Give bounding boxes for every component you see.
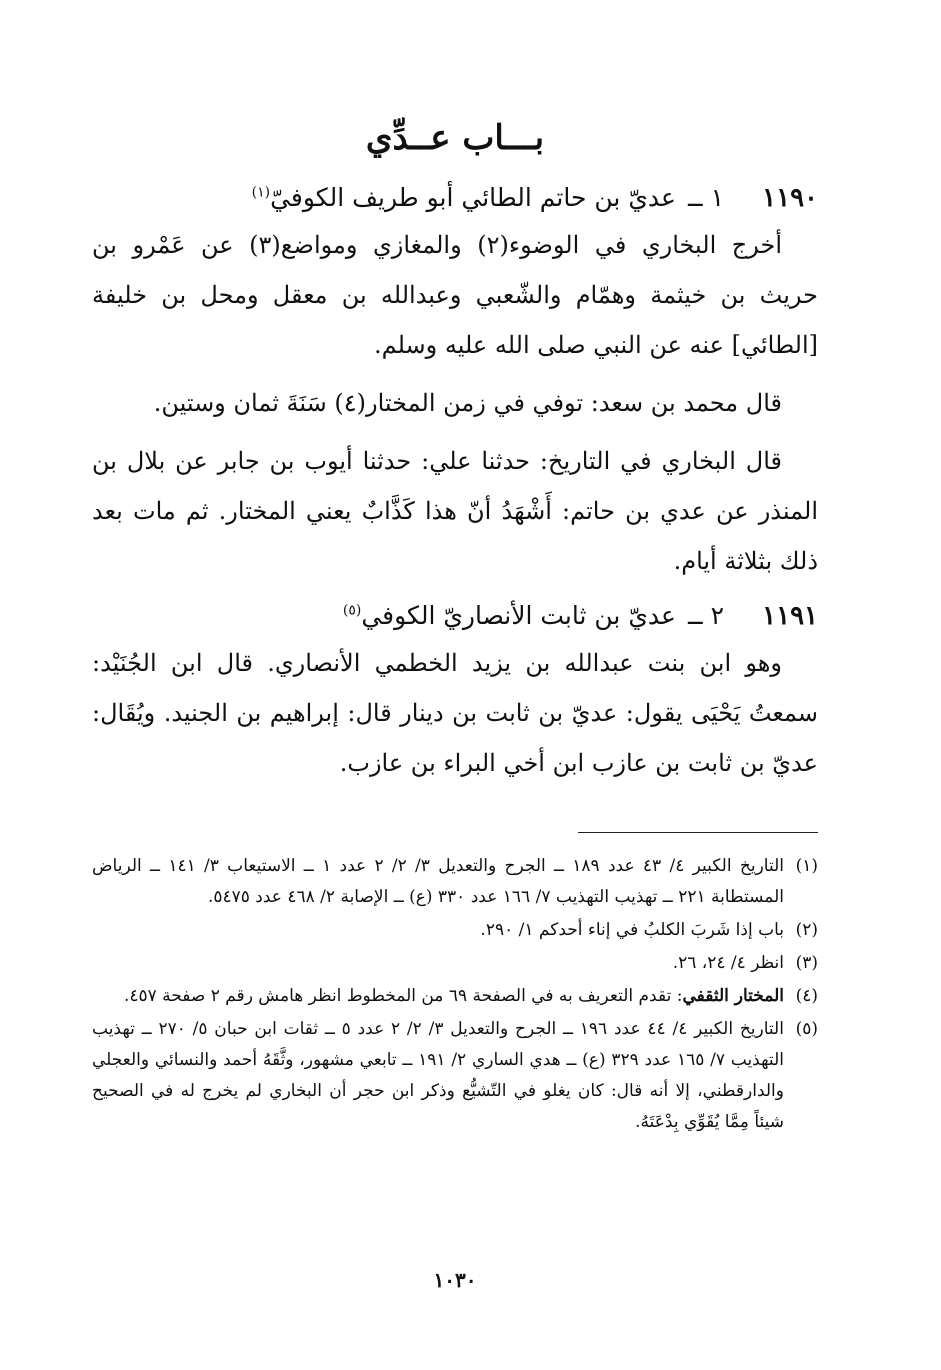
footnote-number: (٣) [795,953,818,973]
entry-paragraph: قال محمد بن سعد: توفي في زمن المختار(٤) سَنَةَ ثمان وستين. [153,389,782,417]
entry-paragraph: قال البخاري في التاريخ: حدثنا علي: حدثنا أيوب بن جابر عن بلال بن المنذر عن عدي بن حاتم: أَشْهَدُ أنّ هذا كَذَّابٌ يعني المختار. ثم مات بعد ذلك بثلاثة أيام. [92,447,818,575]
entry-1190 [92,176,818,586]
footnote-text: التاريخ الكبير ٤/ ٤٤ عدد ١٩٦ ــ الجرح والتعديل ٣/ ٢/ ٢ عدد ٥ ــ ثقات ابن حبان ٥/ ٢٧٠ ــ تهذيب التهذيب ٧/ ١٦٥ عدد ٣٢٩ (ع) ــ هدي الساري ٢/ ١٩١ ــ تابعي مشهور، وثَّقَهُ أحمد والنسائي والعجلي والدارقطني، إلا أنه قال: كان يغلو في التّشيُّع وذكر ابن حجر أن البخاري لم يخرج له في الصحيح شيئاً مِمَّا يُقَوِّي بِدْعَتَهُ. [92,1019,784,1132]
entry-paragraph: وهو ابن بنت عبدالله بن يزيد الخطمي الأنصاري. قال ابن الجُنَيْد: سمعتُ يَحْيَى يقول: عديّ بن ثابت بن دينار قال: إبراهيم بن الجنيد. ويُقَال: عديّ بن ثابت بن عازب ابن أخي البراء بن عازب. [92,649,818,777]
footnote-text: انظر ٤/ ٢٤، ٢٦. [672,953,784,973]
footnote [92,915,818,946]
footnote-number: (١) [795,856,818,876]
footnote-number: (٥) [795,1019,818,1039]
entry-heading [92,176,818,220]
footnote [92,1014,818,1138]
footnote-text: المختار الثقفي: تقدم التعريف به في الصفحة ٦٩ من المخطوط انظر هامش رقم ٢ صفحة ٤٥٧. [123,986,784,1006]
footnote-text: باب إذا شَربَ الكلبُ في إناء أحدكم ١/ ٢٩٠. [480,920,784,940]
footnote [92,948,818,979]
entry-paragraph: أخرج البخاري في الوضوء(٢) والمغازي ومواضع(٣) عن عَمْرو بن حريث بن خيثمة وهمّام والشّعبي وعبدالله بن معقل ومحل بن خليفة [الطائي] عنه عن النبي صلى الله عليه وسلم. [92,231,818,359]
footnote [92,851,818,913]
page-number: ١٠٣٠ [433,1268,477,1292]
entry-subnumber: ١ ــ [687,183,724,212]
entry-number: ١١٩٠ [762,183,818,213]
entry-subnumber: ٢ ــ [687,601,724,630]
footnote-number: (٤) [795,986,818,1006]
chapter-title: بـــاب عــدِّي [365,118,545,158]
footnote [92,981,818,1012]
footnote-number: (٢) [795,920,818,940]
footnotes [92,851,818,1138]
entry-1191 [92,594,818,788]
entry-number: ١١٩١ [762,601,818,631]
footnote-text: التاريخ الكبير ٤/ ٤٣ عدد ١٨٩ ــ الجرح والتعديل ٣/ ٢/ ٢ عدد ١ ــ الاستيعاب ٣/ ١٤١ ــ الرياض المستطابة ٢٢١ ــ تهذيب التهذيب ٧/ ١٦٦ عدد ٣٣٠ (ع) ــ الإصابة ٢/ ٤٦٨ عدد ٥٤٧٥. [92,856,785,907]
footnote-bold-term: المختار الثقفي [682,986,784,1006]
entry-name: عديّ بن حاتم الطائي أبو طريف الكوفيّ$^{(١)}$ [251,183,676,212]
entry-heading [92,594,818,638]
footnote-divider [578,832,818,833]
page [92,118,818,1318]
footnote-ref: (٥) [342,602,362,619]
entry-name: عديّ بن ثابت الأنصاريّ الكوفي$^{(٥)}$ [342,601,676,630]
footnote-ref: (١) [251,184,271,201]
